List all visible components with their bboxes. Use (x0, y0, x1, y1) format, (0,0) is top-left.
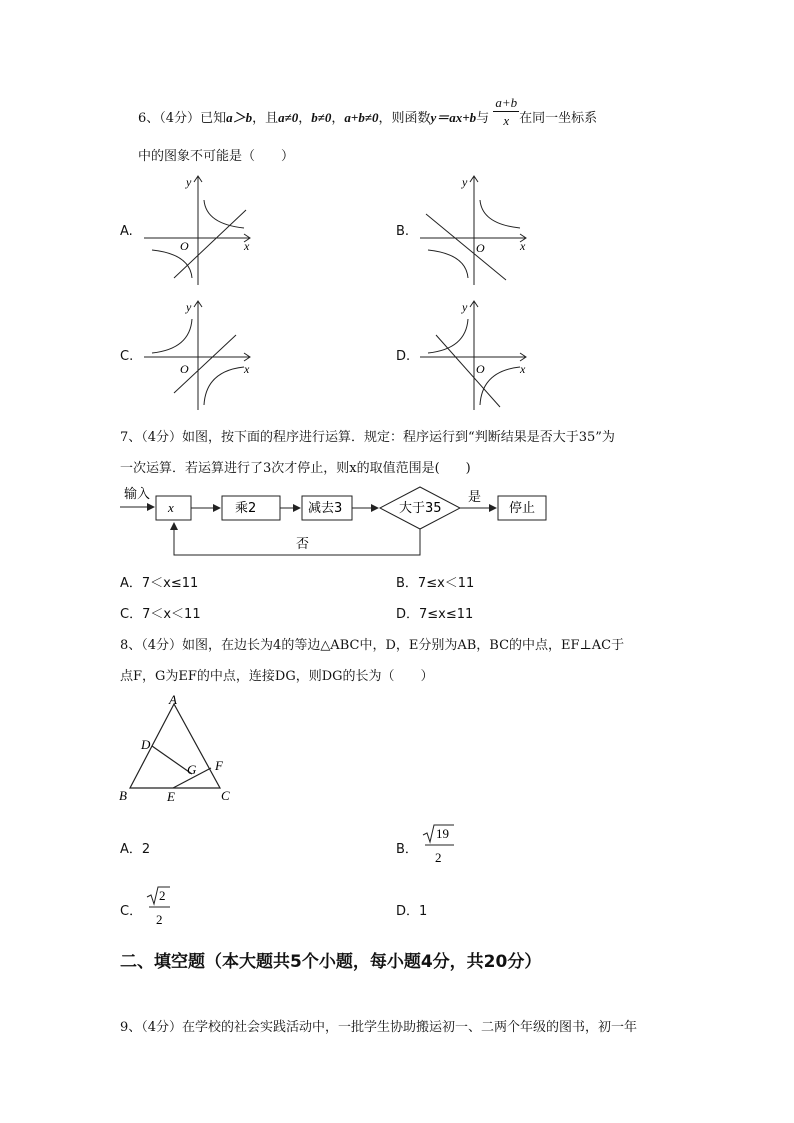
radicand: 2 (159, 888, 166, 903)
point-g-label: G (187, 762, 197, 777)
point-e-label: E (167, 789, 175, 804)
y-axis-label: y (462, 300, 468, 314)
q7-line1: 7、（4分）如图，按下面的程序进行运算．规定：程序运行到“判断结果是否大于35”为 (120, 430, 615, 445)
box-subtract-label: 减去3 (308, 501, 343, 516)
q7-option-c: C．7＜x＜11 (120, 607, 201, 622)
q6-line1: 6、（4分）已知a＞b，且a≠0，b≠0，a+b≠0，则函数y＝ax+b与 $\frac{a+b}{x}$ 在同一坐标系 (138, 95, 598, 128)
box-multiply-label: 乘2 (235, 501, 257, 516)
radicand: 19 (436, 826, 449, 841)
decision-label: 大于35 (399, 501, 442, 516)
denominator: 2 (435, 850, 442, 865)
triangle-figure (114, 692, 244, 807)
y-axis-label: y (186, 300, 192, 314)
q8-option-b: B． (396, 842, 418, 857)
sqrt19-over-2 (420, 822, 456, 868)
q7-option-d: D．7≤x≤11 (396, 607, 474, 622)
q8-line1: 8、（4分）如图，在边长为4的等边△ABC中，D，E分别为AB，BC的中点，EF⊥AC于 (120, 638, 625, 653)
q8-line2: 点F，G为EF的中点，连接DG，则DG的长为（ ） (120, 669, 434, 684)
graph-a (140, 170, 260, 290)
origin-label: O (476, 362, 485, 376)
point-f-label: F (215, 758, 223, 773)
fraction: $\frac{a+b}{x}$ (495, 95, 518, 128)
q6-option-d-label: D. (396, 349, 411, 364)
origin-label: O (180, 239, 189, 253)
point-b-label: B (119, 788, 127, 803)
denominator: 2 (156, 912, 163, 927)
x-axis-label: x (520, 362, 526, 376)
input-label: 输入 (124, 487, 151, 502)
point-d-label: D (141, 737, 151, 752)
sqrt2-over-2 (144, 884, 174, 930)
y-axis-label: y (462, 175, 468, 189)
q7-option-a: A．7＜x≤11 (120, 576, 199, 591)
flowchart (118, 484, 558, 564)
origin-label: O (180, 362, 189, 376)
section-title: 二、填空题（本大题共5个小题，每小题4分，共20分） (120, 952, 542, 972)
graph-d (416, 295, 536, 415)
q8-option-c: C． (120, 904, 143, 919)
q8-option-d: D．1 (396, 904, 428, 919)
box-x-label: x (168, 500, 174, 515)
q9-line1: 9、（4分）在学校的社会实践活动中，一批学生协助搬运初一、二两个年级的图书，初一年 (120, 1020, 638, 1035)
origin-label: O (476, 241, 485, 255)
graph-b (416, 170, 536, 290)
stop-label: 停止 (509, 501, 536, 516)
point-c-label: C (221, 788, 230, 803)
x-axis-label: x (244, 239, 250, 253)
graph-c (140, 295, 260, 415)
q6-option-b-label: B. (396, 224, 410, 239)
q8-option-a: A．2 (120, 842, 151, 857)
q6-option-a-label: A. (120, 224, 133, 239)
q6-line2: 中的图象不可能是（ ） (138, 149, 295, 164)
no-label: 否 (296, 537, 310, 552)
q7-option-b: B．7≤x＜11 (396, 576, 475, 591)
x-axis-label: x (244, 362, 250, 376)
point-a-label: A (169, 692, 177, 707)
x-axis-label: x (520, 239, 526, 253)
yes-label: 是 (468, 490, 482, 505)
q6-option-c-label: C. (120, 349, 134, 364)
y-axis-label: y (186, 175, 192, 189)
q7-line2: 一次运算．若运算进行了3次才停止，则x的取值范围是( ) (120, 461, 471, 476)
